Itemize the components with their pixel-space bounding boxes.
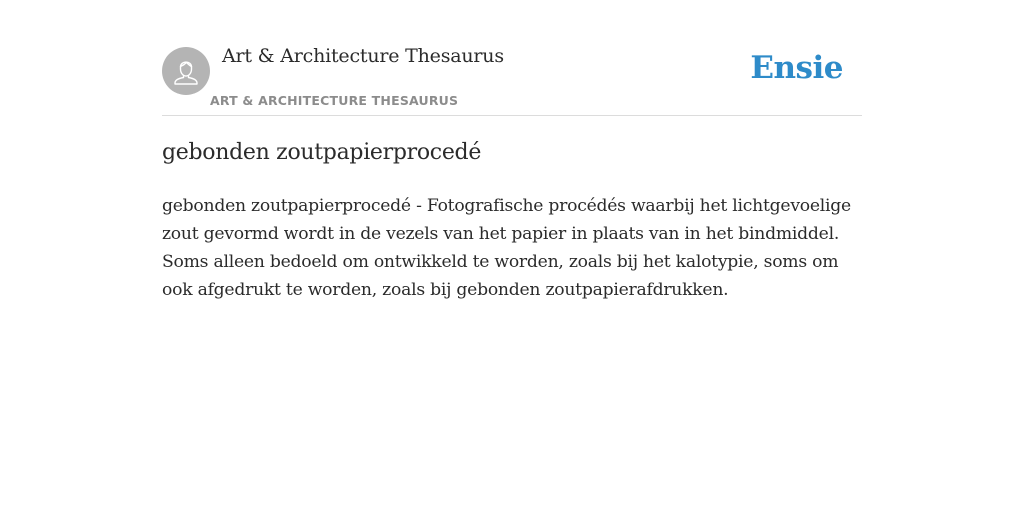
avatar[interactable] — [162, 47, 210, 95]
entry-title: gebonden zoutpapierprocedé — [162, 140, 482, 165]
user-outline-icon — [162, 47, 210, 95]
source-subtitle[interactable]: ART & ARCHITECTURE THESAURUS — [210, 93, 459, 108]
source-title[interactable]: Art & Architecture Thesaurus — [222, 45, 504, 67]
page-container — [162, 0, 862, 300]
entry-body: gebonden zoutpapierprocedé - Fotografische procédés waarbij het lichtgevoelige zout gevormd wordt in de vezels van het papier in plaats van in het bindmiddel. Soms alleen bedoeld om ontwikkeld te worden, zoals bij het kalotypie, soms om ook afgedrukt te worden, zoals bij gebonden zoutpapierafdrukken. — [162, 196, 851, 300]
source-header — [162, 0, 862, 116]
brand-logo[interactable]: Ensie — [750, 50, 843, 86]
